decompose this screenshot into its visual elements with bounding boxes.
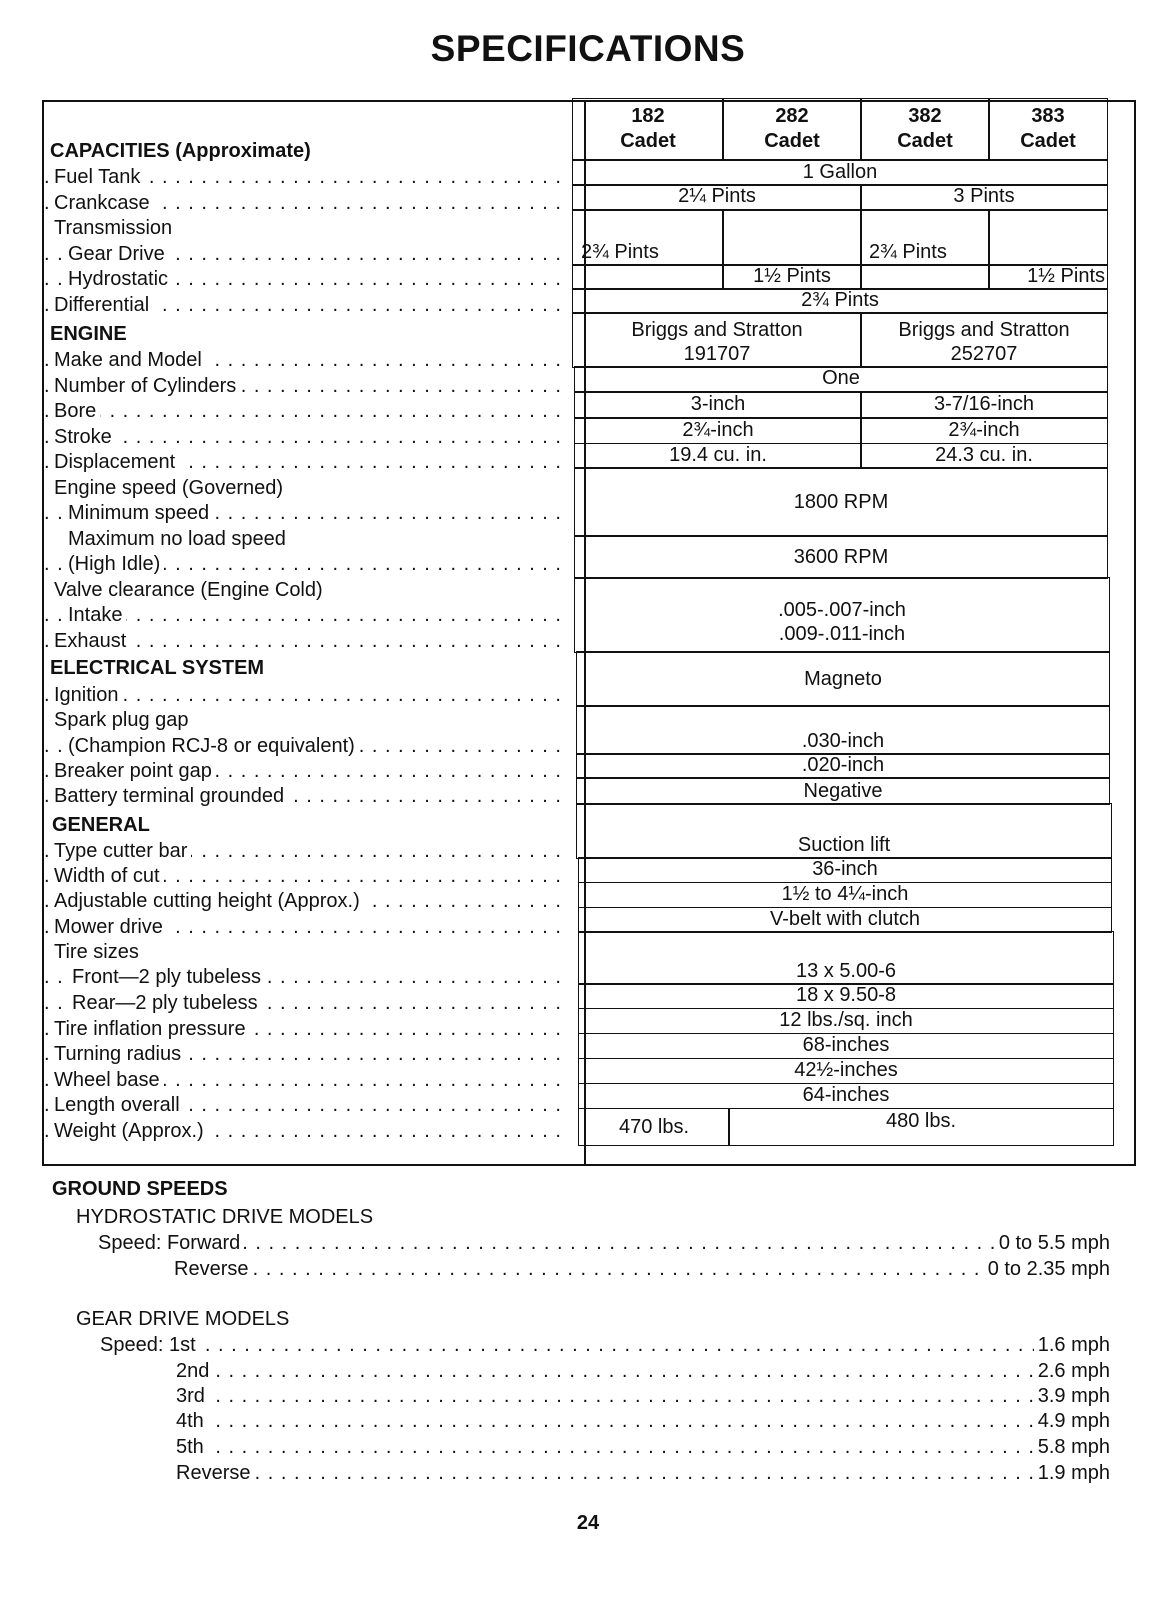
model-383-header: 383 Cadet <box>988 98 1108 160</box>
value-crankcase-b: 3 Pints <box>860 184 1108 210</box>
value-hydro-383: 1½ Pints <box>988 264 1108 290</box>
value-gear-drive-282 <box>722 210 862 266</box>
value-hydro-282: 1½ Pints <box>722 264 862 290</box>
value-make-model-a: Briggs and Stratton 191707 <box>572 312 862 368</box>
label-crankcase: Crankcase . . . <box>44 190 566 216</box>
label-high-idle: (High Idle) . . . <box>44 551 566 577</box>
label-front-tire: Front—2 ply tubeless . . . <box>44 964 566 990</box>
hydro-models-heading: HYDROSTATIC DRIVE MODELS <box>76 1206 374 1228</box>
value-bore-b: 3-7/16-inch <box>860 392 1108 418</box>
label-weight: Weight (Approx.) . . . <box>44 1118 566 1144</box>
label-fuel-tank: Fuel Tank . . . <box>44 164 566 190</box>
model-382-header: 382 Cadet <box>860 98 990 160</box>
label-tire-pressure: Tire inflation pressure . . . <box>44 1016 566 1042</box>
value-displacement-b: 24.3 cu. in. <box>860 443 1108 469</box>
page-number: 24 <box>576 1512 600 1534</box>
value-exhaust: .009-.011-inch <box>778 623 906 645</box>
label-ignition: Ignition . . . <box>44 682 566 708</box>
gear-speed-4th: 4th 4.9 mph . . . <box>176 1408 1110 1434</box>
value-cut-height: 1½ to 4¼-inch <box>578 882 1112 908</box>
gear-speed-5th: 5th 5.8 mph . . . <box>176 1434 1110 1460</box>
value-spark-gap: .030-inch <box>576 705 1110 755</box>
value-hydro-182 <box>572 264 724 290</box>
label-battery: Battery terminal grounded . . . <box>44 783 566 809</box>
value-gear-drive-382: 2¾ Pints <box>860 210 990 266</box>
value-breaker-gap: .020-inch <box>576 753 1110 779</box>
label-make-model: Make and Model . . . <box>44 347 566 373</box>
value-crankcase-a: 2¼ Pints <box>572 184 862 210</box>
value-cutter-bar: Suction lift <box>576 803 1112 859</box>
value-weight-b: 480 lbs. <box>728 1108 1114 1146</box>
label-turning-radius: Turning radius . . . <box>44 1041 566 1067</box>
value-mower-drive: V-belt with clutch <box>578 907 1112 933</box>
label-min-speed: Minimum speed . . . <box>44 500 566 526</box>
value-stroke-b: 2¾-inch <box>860 418 1108 444</box>
label-mower-drive: Mower drive . . . <box>44 914 566 940</box>
value-valve-clearance <box>574 577 1110 653</box>
model-282-header: 282 Cadet <box>722 98 862 160</box>
label-exhaust: Exhaust . . . <box>44 628 566 654</box>
value-make-model-b: Briggs and Stratton 252707 <box>860 312 1108 368</box>
label-cutter-bar: Type cutter bar . . . <box>44 838 566 864</box>
value-length: 64-inches <box>578 1083 1114 1109</box>
section-electrical: ELECTRICAL SYSTEM <box>50 655 572 681</box>
hydro-speed-reverse: Reverse 0 to 2.35 mph . . . <box>174 1256 1110 1282</box>
value-differential: 2¾ Pints <box>572 288 1108 314</box>
gear-speed-1st: Speed: 1st 1.6 mph . . . <box>100 1332 1110 1358</box>
hydro-speed-forward: Speed: Forward 0 to 5.5 mph . . . <box>98 1230 1110 1256</box>
gear-speed-2nd: 2nd 2.6 mph . . . <box>176 1358 1110 1384</box>
label-tire-sizes: Tire sizes <box>44 939 566 965</box>
value-ignition: Magneto <box>576 651 1110 707</box>
value-cylinders: One <box>574 366 1108 392</box>
label-displacement: Displacement . . . <box>44 449 566 475</box>
value-max-speed: 3600 RPM <box>574 535 1108 579</box>
value-fuel-tank: 1 Gallon <box>572 160 1108 186</box>
spec-values-grid <box>581 100 1136 1166</box>
label-champion: (Champion RCJ-8 or equivalent) . . . <box>44 733 566 759</box>
label-hydrostatic: Hydrostatic . . . <box>44 266 566 292</box>
value-bore-a: 3-inch <box>574 392 862 418</box>
section-engine: ENGINE <box>50 321 572 347</box>
value-min-speed: 1800 RPM <box>574 467 1108 537</box>
ground-speeds-heading: GROUND SPEEDS <box>52 1178 228 1200</box>
value-displacement-a: 19.4 cu. in. <box>574 443 862 469</box>
value-turning-radius: 68-inches <box>578 1033 1114 1059</box>
label-engine-speed: Engine speed (Governed) <box>44 475 566 501</box>
gear-models-heading: GEAR DRIVE MODELS <box>76 1308 290 1330</box>
label-wheel-base: Wheel base . . . <box>44 1067 566 1093</box>
value-intake: .005-.007-inch <box>778 599 906 621</box>
value-width-cut: 36-inch <box>578 857 1112 883</box>
page-title: SPECIFICATIONS <box>430 28 746 69</box>
label-max-speed: Maximum no load speed <box>44 526 566 552</box>
label-intake: Intake . . . <box>44 602 566 628</box>
spec-labels-column <box>42 100 584 1166</box>
value-rear-tire: 18 x 9.50-8 <box>578 983 1114 1009</box>
value-weight-a: 470 lbs. <box>578 1108 730 1146</box>
gear-speed-reverse: Reverse 1.9 mph . . . <box>176 1460 1110 1486</box>
section-general: GENERAL <box>52 812 574 838</box>
value-front-tire: 13 x 5.00-6 <box>578 931 1114 985</box>
value-battery: Negative <box>576 777 1110 805</box>
value-gear-drive-383 <box>988 210 1108 266</box>
value-hydro-382 <box>860 264 990 290</box>
label-spark-gap: Spark plug gap <box>44 707 566 733</box>
label-stroke: Stroke . . . <box>44 424 566 450</box>
label-differential: Differential . . . <box>44 292 566 318</box>
value-stroke-a: 2¾-inch <box>574 418 862 444</box>
label-rear-tire: Rear—2 ply tubeless . . . <box>44 990 566 1016</box>
label-length: Length overall . . . <box>44 1092 566 1118</box>
label-breaker-gap: Breaker point gap . . . <box>44 758 566 784</box>
label-bore: Bore . . . <box>44 398 566 424</box>
gear-speed-3rd: 3rd 3.9 mph . . . <box>176 1383 1110 1409</box>
label-valve-clearance: Valve clearance (Engine Cold) <box>44 577 566 603</box>
label-cut-height: Adjustable cutting height (Approx.) . . . <box>44 888 566 914</box>
label-transmission: Transmission <box>44 215 566 241</box>
label-cylinders: Number of Cylinders . . . <box>44 373 566 399</box>
label-gear-drive: Gear Drive . . . <box>44 241 566 267</box>
value-wheel-base: 42½-inches <box>578 1058 1114 1084</box>
label-width-cut: Width of cut . . . <box>44 863 566 889</box>
model-182-header: 182 Cadet <box>572 98 724 160</box>
value-tire-pressure: 12 lbs./sq. inch <box>578 1008 1114 1034</box>
section-capacities: CAPACITIES (Approximate) <box>50 138 572 164</box>
value-gear-drive-182: 2¾ Pints <box>572 210 724 266</box>
